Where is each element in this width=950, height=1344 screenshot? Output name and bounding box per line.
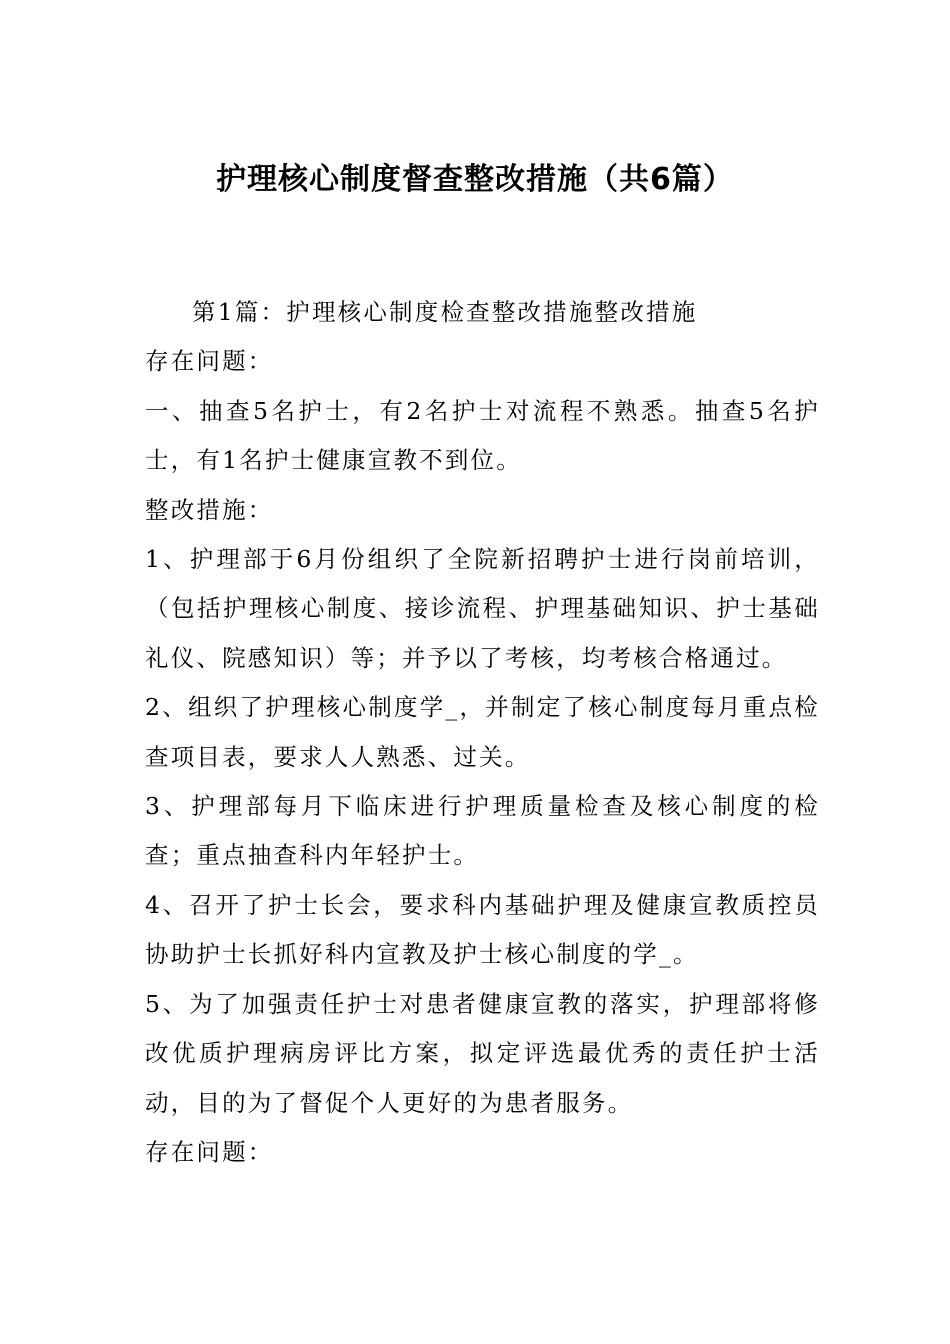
problem-item: 一、抽查5名护士，有2名护士对流程不熟悉。抽查5名护士，有1名护士健康宣教不到位。 [145,396,820,475]
section-heading: 第1篇：护理核心制度检查整改措施整改措施 [192,298,698,326]
document-body [145,288,820,1177]
measure-item-5: 5、为了加强责任护士对患者健康宣教的落实，护理部将修改优质护理病房评比方案，拟定评选最优秀的责任护士活动，目的为了督促个人更好的为患者服务。 [145,989,820,1117]
measures-label: 整改措施： [145,495,274,524]
measure-item-1: 1、护理部于6月份组织了全院新招聘护士进行岗前培训，（包括护理核心制度、接诊流程、护理基础知识、护士基础礼仪、院感知识）等；并予以了考核，均考核合格通过。 [145,545,820,672]
measure-item-4: 4、召开了护士长会，要求科内基础护理及健康宣教质控员协助护士长抓好科内宣教及护士核心制度的学_。 [145,890,820,969]
measure-item-3: 3、护理部每月下临床进行护理质量检查及核心制度的检查；重点抽查科内年轻护士。 [145,792,820,870]
problems-label: 存在问题： [145,1137,274,1166]
measure-item-2: 2、组织了护理核心制度学_，并制定了核心制度每月重点检查项目表，要求人人熟悉、过关。 [145,693,820,771]
problems-label: 存在问题： [145,347,274,376]
document-title: 护理核心制度督查整改措施（共6篇） [216,162,734,197]
